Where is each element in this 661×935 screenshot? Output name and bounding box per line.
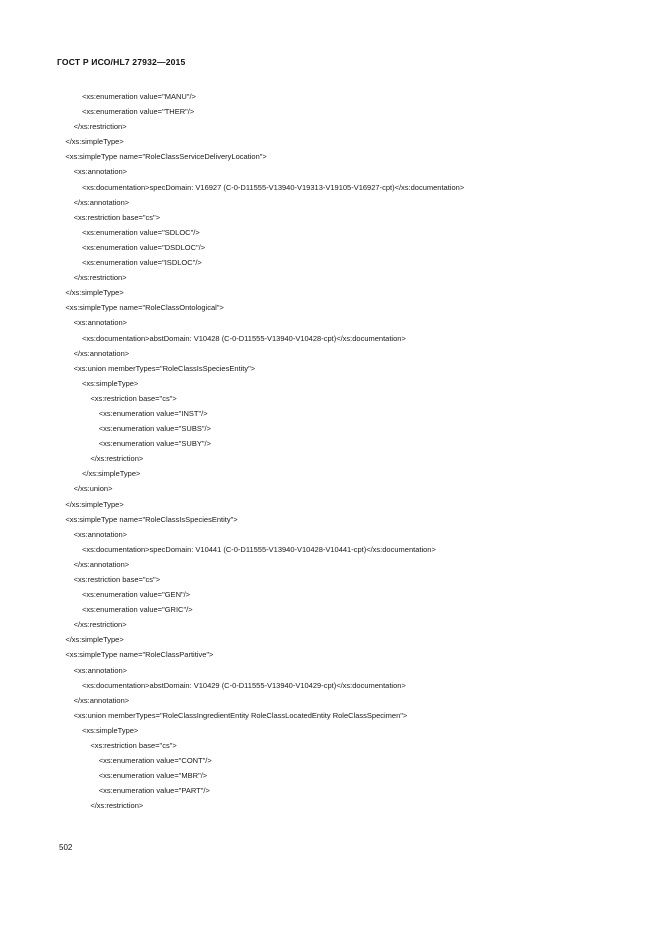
code-line: <xs:enumeration value="ISDLOC"/> bbox=[57, 258, 202, 268]
code-line: </xs:restriction> bbox=[57, 454, 144, 464]
code-line: <xs:documentation>abstDomain: V10429 (C-0-D11555-V13940-V10429-cpt)</xs:documentation> bbox=[57, 680, 406, 690]
code-line: <xs:enumeration value="SUBS"/> bbox=[57, 424, 211, 434]
code-line: </xs:simpleType> bbox=[57, 288, 124, 298]
code-line: <xs:enumeration value="THER"/> bbox=[57, 107, 195, 117]
code-line: <xs:annotation> bbox=[57, 529, 128, 539]
code-line: <xs:union memberTypes="RoleClassIsSpeciesEntity"> bbox=[57, 363, 256, 373]
code-line: </xs:annotation> bbox=[57, 197, 130, 207]
code-line: <xs:simpleType name="RoleClassOntological"> bbox=[57, 303, 224, 313]
code-line: </xs:restriction> bbox=[57, 801, 144, 811]
code-line: </xs:restriction> bbox=[57, 620, 127, 630]
code-line: </xs:simpleType> bbox=[57, 499, 124, 509]
code-line: <xs:enumeration value="GRIC"/> bbox=[57, 605, 193, 615]
code-line: <xs:union memberTypes="RoleClassIngredientEntity RoleClassLocatedEntity RoleClassSpecimen"> bbox=[57, 710, 408, 720]
code-line: </xs:annotation> bbox=[57, 695, 130, 705]
code-line: </xs:restriction> bbox=[57, 273, 127, 283]
code-line: <xs:enumeration value="CONT"/> bbox=[57, 756, 212, 766]
code-line: <xs:simpleType> bbox=[57, 725, 139, 735]
code-line: <xs:simpleType name="RoleClassIsSpeciesEntity"> bbox=[57, 514, 238, 524]
code-line: <xs:documentation>specDomain: V10441 (C-0-D11555-V13940-V10428-V10441-cpt)</xs:documentation> bbox=[57, 544, 436, 554]
code-line: <xs:enumeration value="MBR"/> bbox=[57, 771, 208, 781]
code-line: <xs:simpleType name="RoleClassServiceDeliveryLocation"> bbox=[57, 152, 267, 162]
code-line: <xs:simpleType name="RoleClassPartitive"> bbox=[57, 650, 214, 660]
code-line: <xs:enumeration value="INST"/> bbox=[57, 408, 208, 418]
code-line: </xs:union> bbox=[57, 484, 113, 494]
code-line: <xs:annotation> bbox=[57, 318, 128, 328]
code-line: <xs:annotation> bbox=[57, 167, 128, 177]
page-number: 502 bbox=[59, 843, 73, 852]
code-line: <xs:enumeration value="DSDLOC"/> bbox=[57, 242, 206, 252]
code-line: <xs:enumeration value="MANU"/> bbox=[57, 92, 196, 101]
code-line: <xs:annotation> bbox=[57, 665, 128, 675]
code-line: </xs:restriction> bbox=[57, 122, 127, 132]
code-line: </xs:simpleType> bbox=[57, 635, 124, 645]
page-header: ГОСТ Р ИСО/HL7 27932—2015 bbox=[57, 57, 186, 67]
code-line: </xs:annotation> bbox=[57, 348, 130, 358]
code-line: <xs:restriction base="cs"> bbox=[57, 575, 161, 584]
code-line: </xs:simpleType> bbox=[57, 469, 141, 479]
code-line: <xs:enumeration value="SDLOC"/> bbox=[57, 227, 200, 237]
code-line: </xs:annotation> bbox=[57, 559, 130, 569]
code-line: <xs:restriction base="cs"> bbox=[57, 393, 177, 403]
code-line: <xs:enumeration value="PART"/> bbox=[57, 786, 210, 796]
xsd-code-block bbox=[57, 89, 617, 814]
code-line: <xs:documentation>abstDomain: V10428 (C-0-D11555-V13940-V10428-cpt)</xs:documentation> bbox=[57, 333, 406, 343]
code-line: <xs:restriction base="cs"> bbox=[57, 741, 177, 751]
code-line: </xs:simpleType> bbox=[57, 137, 124, 147]
code-line: <xs:enumeration value="SUBY"/> bbox=[57, 439, 211, 449]
code-line: <xs:restriction base="cs"> bbox=[57, 212, 161, 222]
code-line: <xs:simpleType> bbox=[57, 378, 139, 388]
code-line: <xs:documentation>specDomain: V16927 (C-0-D11555-V13940-V19313-V19105-V16927-cpt)</xs:documentation> bbox=[57, 182, 465, 192]
code-line: <xs:enumeration value="GEN"/> bbox=[57, 590, 191, 600]
